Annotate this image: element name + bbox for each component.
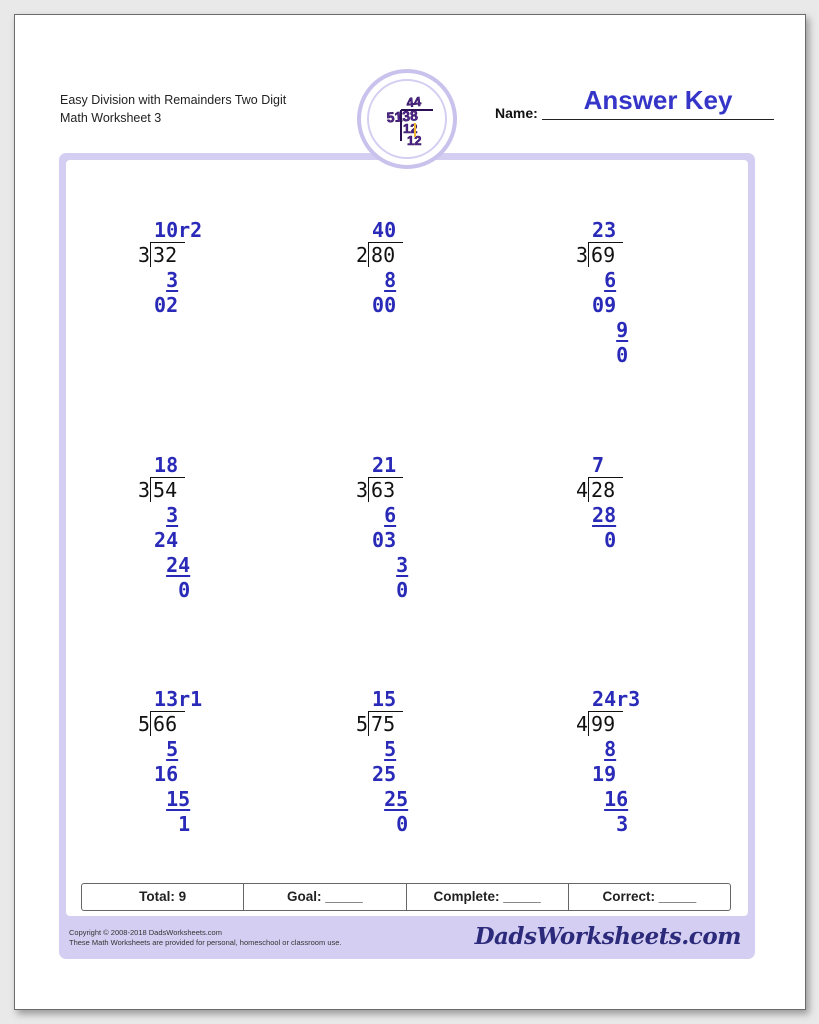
svg-text:12: 12 (403, 121, 418, 136)
quotient: 13r1 (154, 687, 203, 711)
svg-text:5138: 5138 (386, 107, 419, 126)
goal-cell: Goal: _____ (244, 884, 406, 910)
division-problem (356, 687, 408, 837)
work-subtrahend: 3 (396, 553, 409, 577)
dividend: 75 (368, 711, 403, 736)
divisor: 4 (576, 712, 589, 736)
work-subtrahend: 28 (592, 503, 617, 527)
work-subtrahend: 9 (616, 318, 629, 342)
work-remainder: 16 (154, 762, 179, 786)
quotient: 40 (372, 218, 397, 242)
work-remainder: 0 (178, 578, 191, 602)
quotient: 21 (372, 453, 397, 477)
dividend: 80 (368, 242, 403, 267)
dividend: 32 (150, 242, 185, 267)
quotient: 24r3 (592, 687, 641, 711)
work-remainder: 0 (396, 812, 409, 836)
divisor: 5 (356, 712, 369, 736)
quotient: 7 (592, 453, 605, 477)
dividend: 28 (588, 477, 623, 502)
dividend: 69 (588, 242, 623, 267)
work-remainder: 1 (178, 812, 191, 836)
work-subtrahend: 15 (166, 787, 191, 811)
divisor: 3 (576, 243, 589, 267)
name-label: Name: (495, 105, 538, 121)
division-problem (576, 218, 628, 368)
logo-graphic (381, 93, 437, 149)
worksheet-title (60, 91, 286, 127)
worksheet-page (14, 14, 806, 1010)
division-problem (138, 687, 202, 837)
svg-text:12: 12 (407, 133, 422, 148)
divisor: 4 (576, 478, 589, 502)
work-subtrahend: 5 (166, 737, 179, 761)
quotient: 10r2 (154, 218, 203, 242)
title-line-2: Math Worksheet 3 (60, 111, 162, 125)
copyright-notice (69, 928, 342, 948)
total-cell: Total: 9 (82, 884, 244, 910)
quotient: 23 (592, 218, 617, 242)
score-table (81, 883, 731, 911)
problem-grid (66, 160, 748, 916)
work-remainder: 00 (372, 293, 397, 317)
work-subtrahend: 16 (604, 787, 629, 811)
svg-text:44: 44 (405, 93, 422, 111)
work-remainder: 0 (616, 343, 629, 367)
work-subtrahend: 6 (384, 503, 397, 527)
division-problem (576, 453, 623, 553)
work-subtrahend: 8 (384, 268, 397, 292)
problem-frame (59, 153, 755, 959)
brand-logo: DadsWorksheets.com (474, 923, 741, 950)
divisor: 2 (356, 243, 369, 267)
worksheet-logo (357, 69, 457, 169)
work-remainder: 09 (592, 293, 617, 317)
work-subtrahend: 6 (604, 268, 617, 292)
division-problem (576, 687, 640, 837)
quotient: 15 (372, 687, 397, 711)
quotient: 18 (154, 453, 179, 477)
work-remainder: 24 (154, 528, 179, 552)
name-line (542, 119, 774, 120)
work-remainder: 0 (604, 528, 617, 552)
name-value: Answer Key (583, 85, 733, 115)
divisor: 3 (138, 243, 151, 267)
work-subtrahend: 25 (384, 787, 409, 811)
dividend: 54 (150, 477, 185, 502)
divisor: 5 (138, 712, 151, 736)
work-subtrahend: 24 (166, 553, 191, 577)
division-problem (138, 453, 190, 603)
divisor: 3 (356, 478, 369, 502)
work-remainder: 25 (372, 762, 397, 786)
work-subtrahend: 8 (604, 737, 617, 761)
work-remainder: 02 (154, 293, 179, 317)
division-problem (138, 218, 202, 318)
dividend: 66 (150, 711, 185, 736)
work-subtrahend: 3 (166, 503, 179, 527)
division-logo-icon (367, 79, 447, 159)
copyright-line-1: Copyright © 2008-2018 DadsWorksheets.com (69, 928, 222, 937)
dividend: 99 (588, 711, 623, 736)
complete-cell: Complete: _____ (407, 884, 569, 910)
work-remainder: 3 (616, 812, 629, 836)
work-remainder: 03 (372, 528, 397, 552)
work-subtrahend: 5 (384, 737, 397, 761)
work-remainder: 0 (396, 578, 409, 602)
correct-cell: Correct: _____ (602, 889, 697, 904)
title-line-1: Easy Division with Remainders Two Digit (60, 93, 287, 107)
divisor: 3 (138, 478, 151, 502)
division-problem (356, 218, 403, 318)
dividend: 63 (368, 477, 403, 502)
copyright-line-2: These Math Worksheets are provided for personal, homeschool or classroom use. (69, 938, 342, 947)
work-remainder: 19 (592, 762, 617, 786)
division-problem (356, 453, 408, 603)
work-subtrahend: 3 (166, 268, 179, 292)
